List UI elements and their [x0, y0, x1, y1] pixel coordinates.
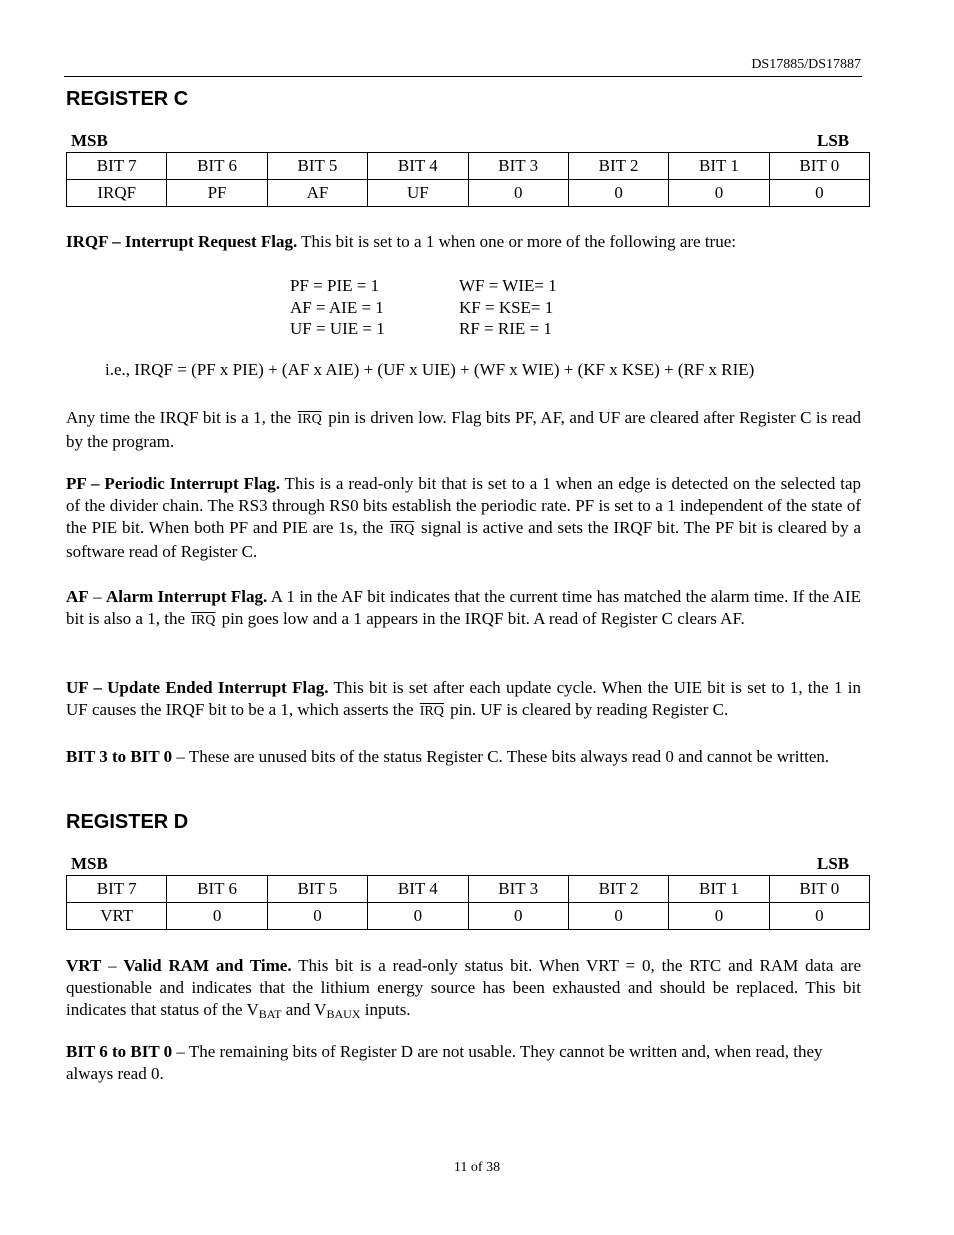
bit-value: 0 — [769, 180, 869, 207]
bit-value: 0 — [167, 903, 267, 930]
register-c-lsb: LSB — [817, 131, 850, 150]
register-d-msb: MSB — [71, 854, 108, 873]
bit-value: 0 — [669, 903, 769, 930]
vbat-subscript: BAT — [258, 1007, 282, 1021]
uf-paragraph — [66, 677, 861, 723]
register-d-table — [66, 875, 870, 930]
register-c-bit-row — [67, 153, 870, 180]
text: Any time the IRQF bit is a 1, the — [66, 408, 296, 427]
bit3-0-paragraph — [66, 746, 861, 768]
bit-value: VRT — [67, 903, 167, 930]
register-c-table — [66, 152, 870, 207]
text: pin. UF is cleared by reading Register C. — [445, 700, 729, 719]
text: This is a read-only bit that is set to a 1 when an edge is detected on the selected tap of the divider chain. The RS3 through RS0 bits establish the periodic rate. PF is set to a 1 independent of the state of the PIE bit. When both PF and PIE are 1s, the — [66, 474, 861, 537]
equation: UF = UIE = 1 — [290, 319, 385, 338]
vrt-label-name: Valid RAM and Time. — [123, 956, 292, 975]
irq-signal: $\overline{IRQ}$ — [390, 522, 415, 537]
register-d-bit-row — [67, 876, 870, 903]
bit-value: 0 — [568, 180, 668, 207]
irqf-equations-right — [459, 275, 557, 340]
text: – — [88, 587, 106, 606]
bit6-0-paragraph — [66, 1041, 861, 1085]
register-c-title: REGISTER C — [66, 88, 189, 110]
register-c-value-row — [67, 180, 870, 207]
register-d-lsb: LSB — [817, 854, 850, 873]
text: inputs. — [360, 1000, 411, 1019]
text: and V — [281, 1000, 327, 1019]
register-c-msb: MSB — [71, 131, 108, 150]
bit-value: 0 — [468, 903, 568, 930]
vrt-label: VRT — [66, 956, 102, 975]
register-d-title: REGISTER D — [66, 811, 189, 833]
bit-value: UF — [368, 180, 468, 207]
bit-value: 0 — [468, 180, 568, 207]
bit-value: 0 — [368, 903, 468, 930]
text: pin goes low and a 1 appears in the IRQF bit. A read of Register C clears AF. — [217, 609, 745, 628]
pf-paragraph — [66, 473, 861, 563]
equation: WF = WIE= 1 — [459, 276, 557, 295]
irq-signal: $\overline{IRQ}$ — [419, 704, 444, 719]
bit-value: 0 — [769, 903, 869, 930]
bit-header: BIT 1 — [669, 876, 769, 903]
irq-pin-paragraph — [66, 407, 861, 453]
irqf-formula: i.e., IRQF = (PF x PIE) + (AF x AIE) + (UF x UIE) + (WF x WIE) + (KF x KSE) + (RF x RIE) — [105, 360, 755, 379]
bit-header: BIT 3 — [468, 876, 568, 903]
bit-value: AF — [267, 180, 367, 207]
bit-header: BIT 7 — [67, 153, 167, 180]
af-label-name: Alarm Interrupt Flag. — [105, 587, 268, 606]
bit-header: BIT 3 — [468, 153, 568, 180]
irqf-equations-left — [290, 275, 385, 340]
bit-header: BIT 1 — [669, 153, 769, 180]
vbaux-subscript: BAUX — [326, 1007, 361, 1021]
text: signal is active and sets the IRQF bit. The PF bit is cleared by a software read of Register C. — [66, 518, 861, 561]
bit-header: BIT 5 — [267, 153, 367, 180]
bit6-0-label: BIT 6 to BIT 0 — [66, 1042, 173, 1061]
bit-value: 0 — [267, 903, 367, 930]
bit-header: BIT 6 — [167, 876, 267, 903]
bit-value: IRQF — [67, 180, 167, 207]
bit-value: PF — [167, 180, 267, 207]
text: This bit is a read-only status bit. When VRT = 0, the RTC and RAM data are questionable and indicates that the lithium energy source has been exhausted and should be replaced. This bit indicates that status of the V — [66, 956, 861, 1019]
bit-header: BIT 0 — [769, 876, 869, 903]
bit-header: BIT 0 — [769, 153, 869, 180]
irq-signal: $\overline{IRQ}$ — [191, 613, 216, 628]
equation: RF = RIE = 1 — [459, 319, 552, 338]
bit-header: BIT 2 — [568, 153, 668, 180]
doc-id: DS17885/DS17887 — [751, 57, 861, 72]
text: This bit is set after each update cycle. When the UIE bit is set to 1, the 1 in UF causes the IRQF bit to be a 1, which asserts the — [66, 678, 862, 719]
bit-header: BIT 6 — [167, 153, 267, 180]
vrt-paragraph — [66, 955, 861, 1025]
text: – The remaining bits of Register D are not usable. They cannot be written and, when read, they always read 0. — [66, 1042, 823, 1083]
bit-header: BIT 4 — [368, 153, 468, 180]
af-label: AF — [66, 587, 89, 606]
irq-signal: $\overline{IRQ}$ — [297, 412, 322, 427]
text: – These are unused bits of the status Register C. These bits always read 0 and cannot be written. — [172, 747, 830, 766]
bit-header: BIT 7 — [67, 876, 167, 903]
irqf-text: This bit is set to a 1 when one or more of the following are true: — [297, 232, 736, 251]
pf-label: PF – Periodic Interrupt Flag. — [66, 474, 280, 493]
bit-value: 0 — [669, 180, 769, 207]
irqf-label: IRQF – Interrupt Request Flag. — [66, 232, 298, 251]
uf-label: UF – Update Ended Interrupt Flag. — [66, 678, 329, 697]
equation: KF = KSE= 1 — [459, 297, 554, 317]
text: A 1 in the AF bit indicates that the current time has matched the alarm time. If the AIE bit is also a 1, the — [66, 587, 861, 628]
page-number: 11 of 38 — [453, 1160, 501, 1175]
bit-header: BIT 2 — [568, 876, 668, 903]
equation: AF = AIE = 1 — [290, 297, 384, 317]
register-d-value-row — [67, 903, 870, 930]
bit-value: 0 — [568, 903, 668, 930]
irqf-paragraph — [66, 231, 861, 253]
text: pin is driven low. Flag bits PF, AF, and UF are cleared after Register C is read by the program. — [66, 408, 862, 451]
bit-header: BIT 4 — [368, 876, 468, 903]
bit3-0-label: BIT 3 to BIT 0 — [66, 747, 173, 766]
header-rule — [64, 76, 862, 77]
text: – — [101, 956, 124, 975]
bit-header: BIT 5 — [267, 876, 367, 903]
equation: PF = PIE = 1 — [290, 276, 380, 295]
af-paragraph — [66, 586, 861, 632]
